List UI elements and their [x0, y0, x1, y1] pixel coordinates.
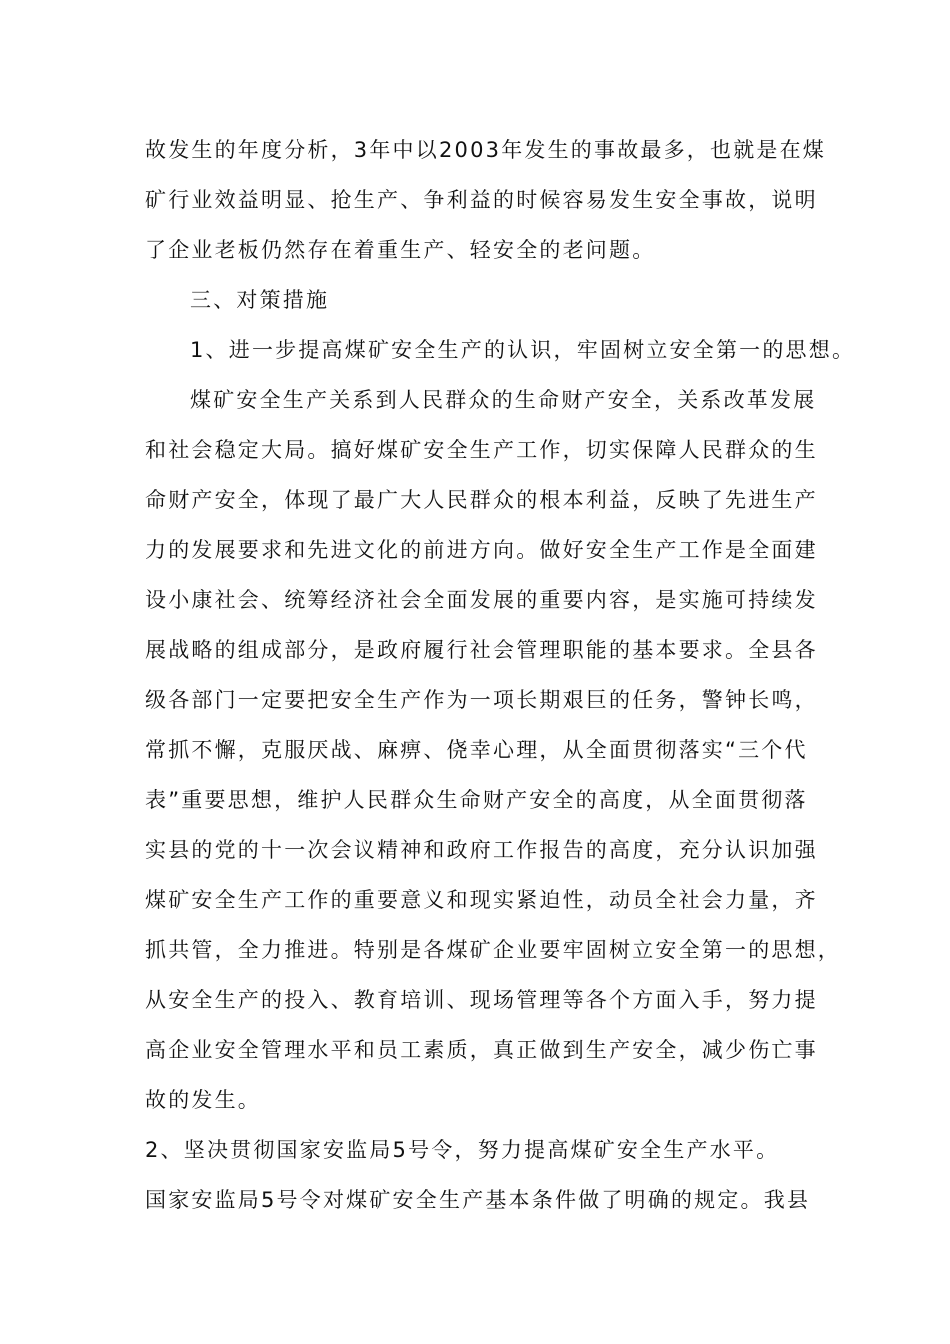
paragraph-line: 了企业老板仍然存在着重生产、轻安全的老问题。 [145, 238, 656, 262]
paragraph-line: 故发生的年度分析，3年中以2003年发生的事故最多，也就是在煤 [145, 138, 827, 162]
paragraph-line: 矿行业效益明显、抢生产、争利益的时候容易发生安全事故，说明 [145, 188, 818, 212]
subsection-heading: 1、进一步提高煤矿安全生产的认识，牢固树立安全第一的思想。 [190, 338, 856, 362]
paragraph-line: 煤矿安全生产工作的重要意义和现实紧迫性，动员全社会力量，齐 [145, 888, 818, 912]
paragraph-line: 煤矿安全生产关系到人民群众的生命财产安全，关系改革发展 [190, 388, 817, 412]
paragraph-line: 实县的党的十一次会议精神和政府工作报告的高度，充分认识加强 [145, 838, 818, 862]
paragraph-line: 展战略的组成部分，是政府履行社会管理职能的基本要求。全县各 [145, 638, 818, 662]
paragraph-line: 设小康社会、统筹经济社会全面发展的重要内容，是实施可持续发 [145, 588, 818, 612]
paragraph-line: 故的发生。 [145, 1088, 261, 1112]
paragraph-line: 国家安监局5号令对煤矿安全生产基本条件做了明确的规定。我县 [145, 1188, 811, 1212]
paragraph-line: 高企业安全管理水平和员工素质，真正做到生产安全，减少伤亡事 [145, 1038, 818, 1062]
paragraph-line: 命财产安全，体现了最广大人民群众的根本利益，反映了先进生产 [145, 488, 818, 512]
paragraph-line: 常抓不懈，克服厌战、麻痹、侥幸心理，从全面贯彻落实“三个代 [145, 738, 808, 762]
subsection-heading: 2、坚决贯彻国家安监局5号令，努力提高煤矿安全生产水平。 [145, 1138, 780, 1162]
paragraph-line: 表”重要思想，维护人民群众生命财产安全的高度，从全面贯彻落 [145, 788, 808, 812]
paragraph-line: 和社会稳定大局。搞好煤矿安全生产工作，切实保障人民群众的生 [145, 438, 818, 462]
paragraph-line: 从安全生产的投入、教育培训、现场管理等各个方面入手，努力提 [145, 988, 818, 1012]
paragraph-line: 级各部门一定要把安全生产作为一项长期艰巨的任务，警钟长鸣， [145, 688, 818, 712]
section-heading: 三、对策措施 [190, 288, 330, 312]
paragraph-line: 力的发展要求和先进文化的前进方向。做好安全生产工作是全面建 [145, 538, 818, 562]
paragraph-line: 抓共管，全力推进。特别是各煤矿企业要牢固树立安全第一的思想， [145, 938, 841, 962]
